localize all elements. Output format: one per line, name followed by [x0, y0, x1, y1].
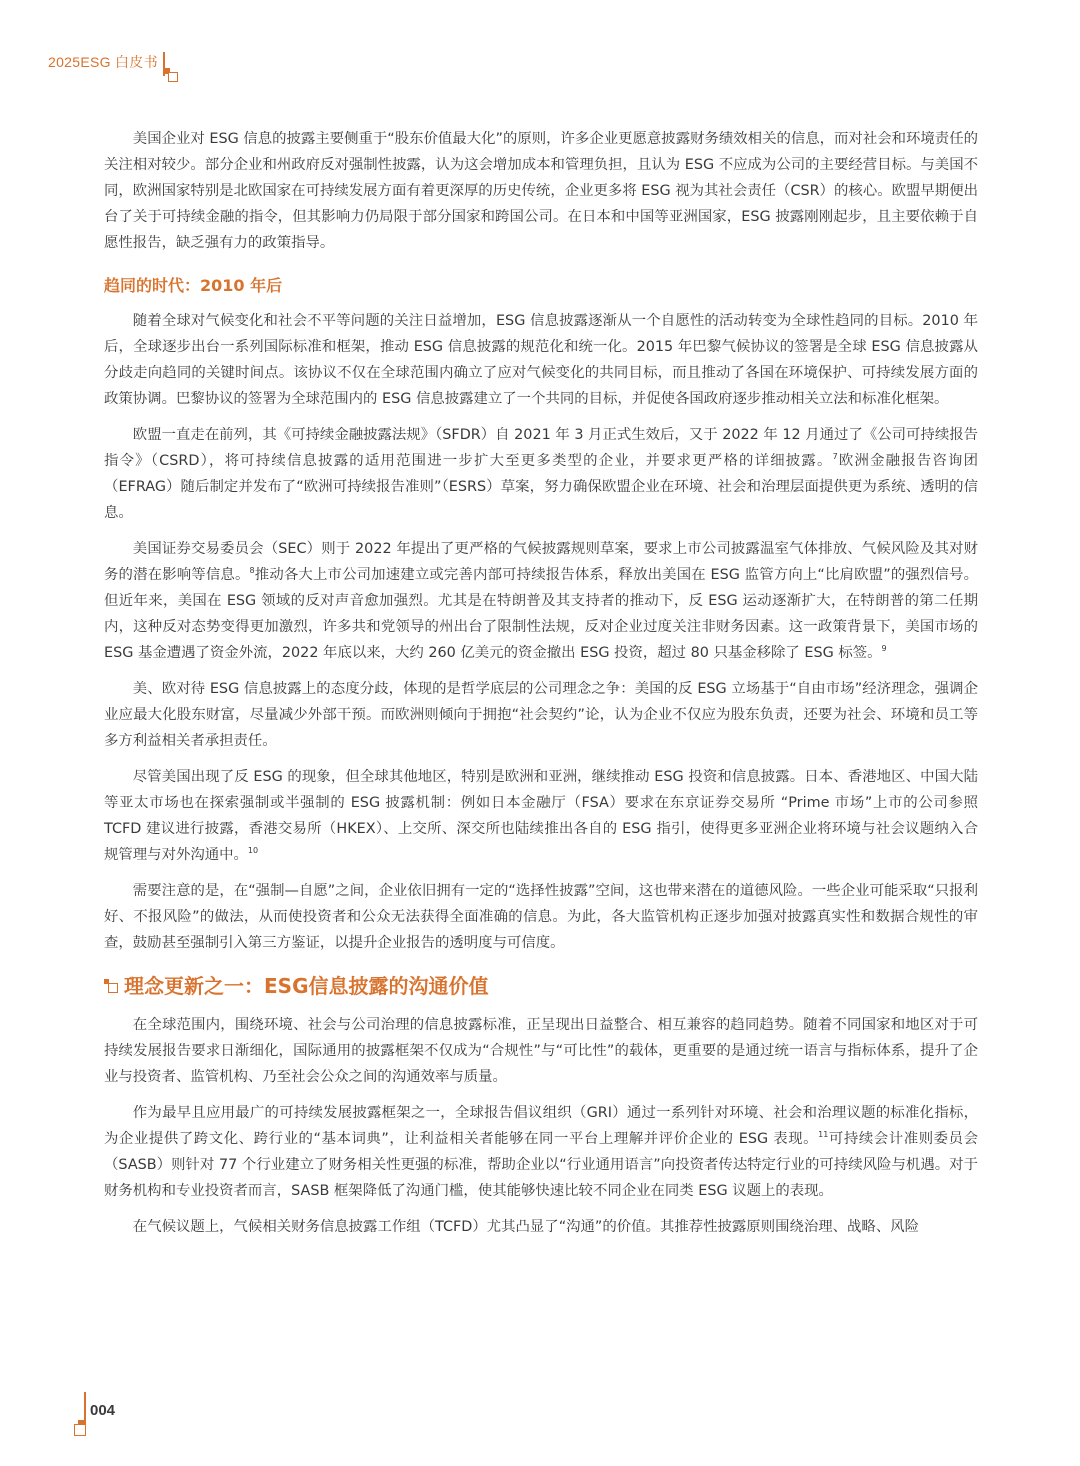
page-number: 004: [90, 1402, 116, 1419]
paragraph-eu: [104, 422, 978, 526]
section-heading: [104, 970, 978, 1002]
header-square-outline-icon: [168, 72, 178, 82]
paragraph-convergence: 随着全球对气候变化和社会不平等问题的关注日益增加，ESG 信息披露逐渐从一个自愿性的活动转变为全球性趋同的目标。2010 年后，全球逐步出台一系列国际标准和框架，推动 ESG 信息披露的规范化和统一化。2015 年巴黎气候协议的签署是全球 ESG 信息披露从分歧走向趋同的关键时间点。该协议不仅在全球范围内确立了应对气候变化的共同目标，而且推动了各国在环境保护、可持续发展方面的政策协调。巴黎协议的签署为全球范围内的 ESG 信息披露建立了一个共同的目标，并促使各国政府逐步推动相关立法和标准化框架。: [104, 313, 978, 407]
section-square-icon: [104, 979, 120, 995]
paragraph-tcfd: 在气候议题上，气候相关财务信息披露工作组（TCFD）尤其凸显了“沟通”的价值。其推荐性披露原则围绕治理、战略、风险: [132, 1219, 919, 1235]
paragraph-gri: [104, 1100, 978, 1204]
paragraph-text: 欧洲金融报告咨询团（EFRAG）随后制定并发布了“欧洲可持续报告准则”（ESRS）草案，努力确保欧盟企业在环境、社会和治理层面提供更为系统、透明的信息。: [104, 453, 978, 521]
paragraph-text: 可持续会计准则委员会（SASB）则针对 77 个行业建立了财务相关性更强的标准，帮助企业以“行业通用语言”向投资者传达特定行业的可持续风险与机遇。对于财务机构和专业投资者而言，SASB 框架降低了沟通门槛，使其能够快速比较不同企业在同类 ESG 议题上的表现。: [104, 1131, 978, 1199]
page-header: [46, 52, 196, 86]
header-title: 2025ESG 白皮书: [48, 54, 158, 70]
section-title: 理念更新之一：ESG信息披露的沟通价值: [124, 974, 489, 998]
footnote-ref[interactable]: 11: [818, 1130, 829, 1140]
footer-square-outline-icon: [74, 1424, 86, 1436]
footnote-ref[interactable]: 7: [832, 452, 838, 462]
subheading: 趋同的时代：2010 年后: [104, 276, 283, 295]
footnote-ref[interactable]: 9: [881, 644, 887, 654]
paragraph-asia: [104, 764, 978, 868]
paragraph-text: 尽管美国出现了反 ESG 的现象，但全球其他地区，特别是欧洲和亚洲，继续推动 ESG 投资和信息披露。日本、香港地区、中国大陆等亚太市场也在探索强制或半强制的 ESG 披露机制：例如日本金融厅（FSA）要求在东京证券交易所 “Prime 市场”上市的公司参照 TCFD 建议进行披露，香港交易所（HKEX）、上交所、深交所也陆续推出各自的 ESG 指引，使得更多亚洲企业将环境与社会议题纳入合规管理与对外沟通中。: [104, 769, 978, 863]
main-content: [104, 126, 978, 1250]
footnote-ref[interactable]: 8: [249, 566, 255, 576]
paragraph-risk: 需要注意的是，在“强制—自愿”之间，企业依旧拥有一定的“选择性披露”空间，这也带来潜在的道德风险。一些企业可能采取“只报利好、不报风险”的做法，从而使投资者和公众无法获得全面准确的信息。为此，各大监管机构正逐步加强对披露真实性和数据合规性的审查，鼓励甚至强制引入第三方鉴证，以提升企业报告的透明度与可信度。: [104, 883, 978, 951]
paragraph-sec: [104, 536, 978, 666]
footnote-ref[interactable]: 10: [247, 846, 259, 856]
intro-paragraph: 美国企业对 ESG 信息的披露主要侧重于“股东价值最大化”的原则，许多企业更愿意披露财务绩效相关的信息，而对社会和环境责任的关注相对较少。部分企业和州政府反对强制性披露，认为这会增加成本和管理负担，且认为 ESG 不应成为公司的主要经营目标。与美国不同，欧洲国家特别是北欧国家在可持续发展方面有着更深厚的历史传统，企业更多将 ESG 视为其社会责任（CSR）的核心。欧盟早期便出台了关于可持续金融的指令，但其影响力仍局限于部分国家和跨国公司。在日本和中国等亚洲国家，ESG 披露刚刚起步，且主要依赖于自愿性报告，缺乏强有力的政策指导。: [104, 131, 978, 251]
paragraph-text: 美国证券交易委员会（SEC）则于 2022 年提出了更严格的气候披露规则草案，要求上市公司披露温室气体排放、气候风险及其对财务的潜在影响等信息。: [104, 541, 978, 583]
paragraph-text: 推动各大上市公司加速建立或完善内部可持续报告体系，释放出美国在 ESG 监管方向上“比肩欧盟”的强烈信号。但近年来，美国在 ESG 领域的反对声音愈加强烈。尤其是在特朗普及其支持者的推动下，反 ESG 运动逐渐扩大，在特朗普的第二任期内，这种反对态势变得更加激烈，许多共和党领导的州出台了限制性法规，反对企业过度关注非财务因素。这一政策背景下，美国市场的 ESG 基金遭遇了资金外流，2022 年底以来，大约 260 亿美元的资金撤出 ESG 投资，超过 80 只基金移除了 ESG 标签。: [104, 567, 978, 661]
paragraph-text: 作为最早且应用最广的可持续发展披露框架之一，全球报告倡议组织（GRI）通过一系列针对环境、社会和治理议题的标准化指标，为企业提供了跨文化、跨行业的“基本词典”，让利益相关者能够在同一平台上理解并评价企业的 ESG 表现。: [104, 1105, 978, 1147]
paragraph-divergence: 美、欧对待 ESG 信息披露上的态度分歧，体现的是哲学底层的公司理念之争：美国的反 ESG 立场基于“自由市场”经济理念，强调企业应最大化股东财富，尽量减少外部干预。而欧洲则倾向于拥抱“社会契约”论，认为企业不仅应为股东负责，还要为社会、环境和员工等多方利益相关者承担责任。: [104, 681, 978, 749]
paragraph-global: 在全球范围内，围绕环境、社会与公司治理的信息披露标准，正呈现出日益整合、相互兼容的趋同趋势。随着不同国家和地区对于可持续发展报告要求日渐细化，国际通用的披露框架不仅成为“合规性”与“可比性”的载体，更重要的是通过统一语言与指标体系，提升了企业与投资者、监管机构、乃至社会公众之间的沟通效率与质量。: [104, 1017, 978, 1085]
page-footer: [74, 1392, 134, 1442]
paragraph-text: 欧盟一直走在前列，其《可持续金融披露法规》（SFDR）自 2021 年 3 月正式生效后，又于 2022 年 12 月通过了《公司可持续报告指令》（CSRD），将可持续信息披露的适用范围进一步扩大至更多类型的企业，并要求更严格的详细披露。: [104, 427, 978, 469]
